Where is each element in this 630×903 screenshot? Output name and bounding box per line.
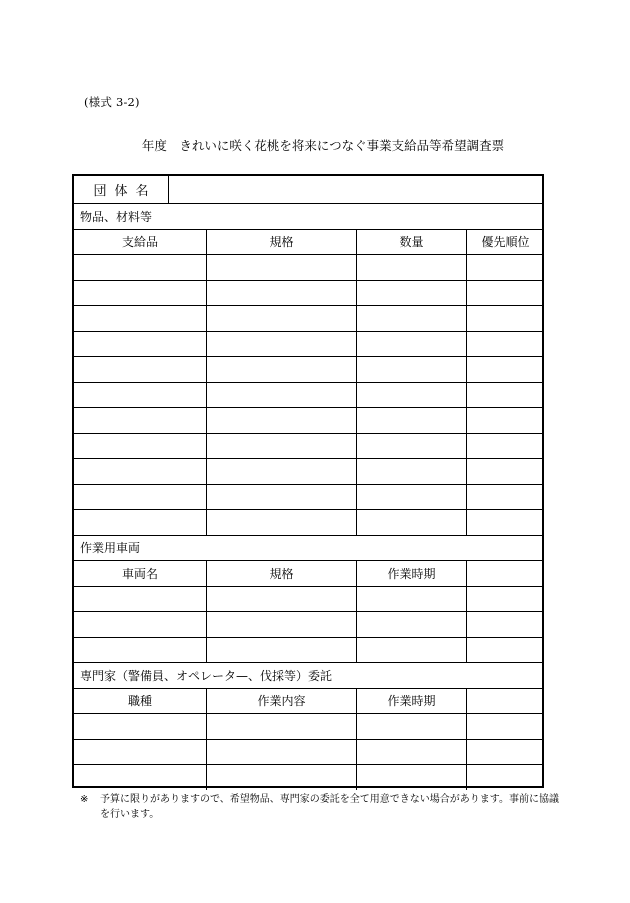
spec-cell[interactable]	[206, 434, 356, 459]
quantity-cell[interactable]	[356, 408, 466, 433]
vehicles-section	[74, 535, 542, 561]
quantity-cell[interactable]	[356, 485, 466, 510]
supplies-entry-row	[74, 254, 542, 280]
extra-cell[interactable]	[466, 740, 544, 765]
vehicle-name-cell[interactable]	[74, 587, 206, 612]
priority-cell[interactable]	[466, 306, 544, 331]
work-content-cell[interactable]	[206, 765, 356, 790]
priority-cell[interactable]	[466, 510, 544, 535]
extra-cell[interactable]	[466, 612, 544, 637]
document-title: 年度 きれいに咲く花桃を将来につなぐ事業支給品等希望調査票	[141, 138, 505, 153]
vehicles-entry-row	[74, 586, 542, 612]
work-period-header: 作業時期	[356, 689, 466, 714]
spec-cell[interactable]	[206, 357, 356, 382]
supplies-entry-row	[74, 509, 542, 535]
priority-cell[interactable]	[466, 459, 544, 484]
extra-cell[interactable]	[466, 765, 544, 790]
supply-item-cell[interactable]	[74, 383, 206, 408]
spec-header: 規格	[206, 230, 356, 255]
spec-cell[interactable]	[206, 638, 356, 663]
supply-item-header: 支給品	[121, 235, 158, 250]
experts-section	[74, 662, 542, 688]
experts-entry-row	[74, 739, 542, 765]
extra-cell[interactable]	[466, 714, 544, 739]
org-name-field[interactable]	[168, 176, 542, 203]
supply-item-cell[interactable]	[74, 281, 206, 306]
job-type-cell[interactable]	[74, 714, 206, 739]
spec-cell[interactable]	[206, 612, 356, 637]
quantity-header: 数量	[356, 230, 466, 255]
supplies-entry-row	[74, 382, 542, 408]
work-content-header: 作業内容	[206, 689, 356, 714]
footnote-mark: ※	[80, 794, 89, 805]
quantity-cell[interactable]	[356, 383, 466, 408]
spec-cell[interactable]	[206, 383, 356, 408]
priority-cell[interactable]	[466, 255, 544, 280]
supply-item-cell[interactable]	[74, 408, 206, 433]
spec-cell[interactable]	[206, 485, 356, 510]
quantity-cell[interactable]	[356, 510, 466, 535]
supplies-entry-row	[74, 407, 542, 433]
work-content-cell[interactable]	[206, 740, 356, 765]
vehicle-name-header: 車両名	[121, 566, 158, 581]
spec-cell[interactable]	[206, 306, 356, 331]
form-code: (様式 3-2)	[84, 95, 140, 109]
work-period-header: 作業時期	[356, 561, 466, 586]
extra-header	[466, 561, 544, 586]
spec-cell[interactable]	[206, 332, 356, 357]
vehicles-section-label: 作業用車両	[80, 541, 141, 556]
supplies-section	[74, 203, 542, 229]
extra-header	[466, 689, 544, 714]
work-period-cell[interactable]	[356, 765, 466, 790]
extra-cell[interactable]	[466, 587, 544, 612]
supplies-entry-row	[74, 458, 542, 484]
quantity-cell[interactable]	[356, 459, 466, 484]
quantity-cell[interactable]	[356, 332, 466, 357]
spec-header: 規格	[206, 561, 356, 586]
supply-item-cell[interactable]	[74, 332, 206, 357]
work-period-cell[interactable]	[356, 638, 466, 663]
supplies-entry-row	[74, 331, 542, 357]
supplies-entry-row	[74, 356, 542, 382]
experts-section-label: 専門家（警備員、オペレータ—、伐採等）委託	[80, 668, 333, 683]
quantity-cell[interactable]	[356, 306, 466, 331]
priority-cell[interactable]	[466, 281, 544, 306]
priority-cell[interactable]	[466, 408, 544, 433]
spec-cell[interactable]	[206, 408, 356, 433]
spec-cell[interactable]	[206, 510, 356, 535]
spec-cell[interactable]	[206, 255, 356, 280]
supply-item-cell[interactable]	[74, 357, 206, 382]
work-period-cell[interactable]	[356, 612, 466, 637]
priority-cell[interactable]	[466, 357, 544, 382]
footnote-text: 予算に限りがありますので、希望物品、専門家の委託を全て用意できない場合があります。事前に協議を行います。	[100, 794, 559, 820]
priority-cell[interactable]	[466, 485, 544, 510]
request-form-table	[72, 174, 544, 788]
supply-item-cell[interactable]	[74, 459, 206, 484]
supplies-entry-row	[74, 433, 542, 459]
quantity-cell[interactable]	[356, 357, 466, 382]
work-period-cell[interactable]	[356, 714, 466, 739]
supplies-entry-row	[74, 305, 542, 331]
spec-cell[interactable]	[206, 459, 356, 484]
priority-cell[interactable]	[466, 383, 544, 408]
vehicles-header-row	[74, 560, 542, 586]
spec-cell[interactable]	[206, 587, 356, 612]
supply-item-cell[interactable]	[74, 434, 206, 459]
priority-header: 優先順位	[466, 230, 544, 255]
work-period-cell[interactable]	[356, 587, 466, 612]
footnote	[80, 792, 560, 822]
supplies-section-label: 物品、材料等	[80, 209, 153, 224]
work-period-cell[interactable]	[356, 740, 466, 765]
experts-entry-row	[74, 713, 542, 739]
job-type-cell[interactable]	[74, 765, 206, 790]
supply-item-cell[interactable]	[74, 255, 206, 280]
quantity-cell[interactable]	[356, 255, 466, 280]
work-content-cell[interactable]	[206, 714, 356, 739]
experts-header-row	[74, 688, 542, 714]
vehicle-name-cell[interactable]	[74, 612, 206, 637]
supply-item-cell[interactable]	[74, 306, 206, 331]
supplies-entry-row	[74, 484, 542, 510]
vehicles-entry-row	[74, 611, 542, 637]
vehicle-name-cell[interactable]	[74, 638, 206, 663]
extra-cell[interactable]	[466, 638, 544, 663]
supplies-header-row	[74, 229, 542, 255]
priority-cell[interactable]	[466, 332, 544, 357]
supply-item-cell[interactable]	[74, 510, 206, 535]
job-type-header: 職種	[127, 694, 152, 709]
quantity-cell[interactable]	[356, 434, 466, 459]
quantity-cell[interactable]	[356, 281, 466, 306]
supply-item-cell[interactable]	[74, 485, 206, 510]
org-name-row	[74, 176, 542, 203]
priority-cell[interactable]	[466, 434, 544, 459]
job-type-cell[interactable]	[74, 740, 206, 765]
spec-cell[interactable]	[206, 281, 356, 306]
vehicles-entry-row	[74, 637, 542, 663]
supplies-entry-row	[74, 280, 542, 306]
experts-entry-row	[74, 764, 542, 790]
org-name-label: 団体名	[93, 184, 157, 199]
